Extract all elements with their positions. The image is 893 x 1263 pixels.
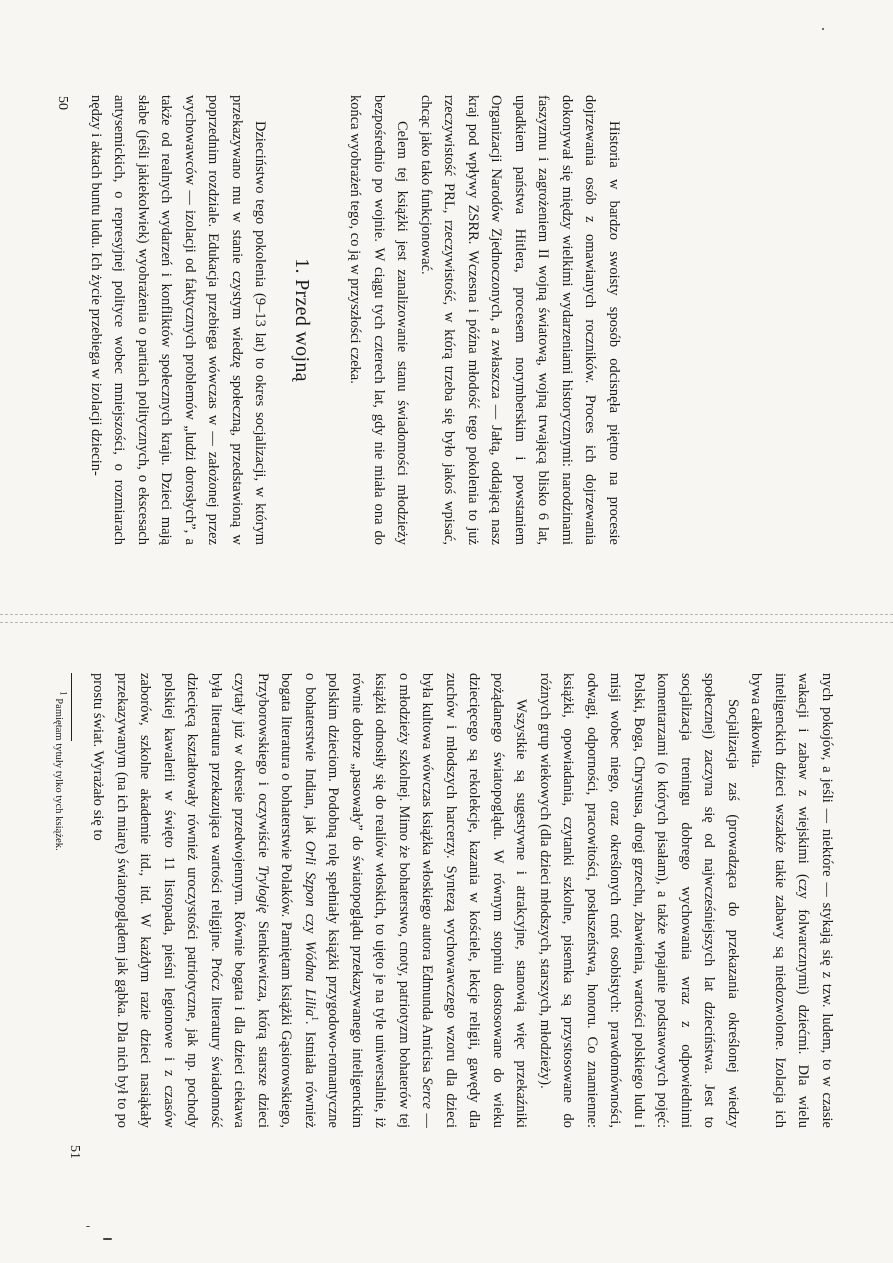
footnote-text: Pamiętam tytuły tylko tych książek. bbox=[53, 698, 64, 851]
book-title: Orli Szpon bbox=[302, 840, 318, 907]
paragraph-intro: Historia w bardzo swoisty sposób odcisnęła piętno na procesie dojrzewania osób z omawianych roczników. Proces ich dojrzewania dokonywał się między wielkimi wydarzeniami historycznymi: narodzinami faszyzmu i zagrożeniem II wojną światową, wojną trwającą blisko 6 lat, upadkiem państwa Hitlera, procesem norymberskim i powstaniem Organizacji Narodów Zjednoczonych, a zwłaszcza — Jałtą, oddającą nasz kraj pod wpływy ZSRR. Wczesna i późna młodość tego pokolenia to już rzeczywistość PRL, rzeczywistość, w którą trzeba się było jakoś wpisać, chcąc jako tako funkcjonować. bbox=[418, 95, 622, 545]
page-fold bbox=[0, 612, 893, 626]
text-run: Sienkiewicza, którą starsze dzieci czytały już w okresie przedwojennym. Równie bogata i dla dzieci ciekawa była literatura przekazująca wartości religijne. Prócz literatury świadomość dziecięcą kształtowały również uroczystości patriotyczne, jak np. pochody polskiej kawalerii w święto 11 listopada, pieśni legionowe i z czasów zaborów, szkolne akademie itd., itd. W każdym razie dzieci nasiąkały przekazywanym (na ich miarę) światopoglądem jak gąbka. Dla nich był to po prostu świat. Wyrażało się to bbox=[90, 673, 271, 1129]
footnote-divider bbox=[71, 673, 72, 741]
footnote bbox=[51, 673, 69, 1128]
paragraph-socialization: Socjalizacja zaś (prowadząca do przekazania określonej wiedzy społecznej) zaczyna się od najwcześniejszych lat dzieciństwa. Jest to socjalizacja treningu dobrego wychowania wraz z odpowiednimi komentarzami (o których pisałam), a także wpajanie podstawowych pojęć: Polski, Boga, Chrystusa, drogi grzechu, zbawienia, wartości polskiego ludu i misji wobec niego, oraz określonych cnót osobistych: prawdomówności, odwagi, odporności, pracowitości, posłuszeństwa, honoru. Co znamienne: książki, opowiadania, czytanki szkolne, pisemka są przystosowane do różnych grup wiekowych (dla dzieci młodszych, starszych, młodzieży). bbox=[537, 673, 741, 1128]
footnote-number: 1 bbox=[58, 691, 69, 696]
page-number-left: 50 bbox=[55, 96, 70, 110]
page-number-right: 51 bbox=[67, 1145, 82, 1159]
text-run: . Istniała również bogata literatura o bohaterstwie Polaków. Pamiętam książki Gąsiorowskiego, Przyborowskiego i oczywiście bbox=[255, 673, 318, 1129]
paragraph-childhood: Dzieciństwo tego pokolenia (9–13 lat) to okres socjalizacji, w którym przekazywano mu w stanie czystym wiedzę społeczną, przedstawioną w poprzednim rozdziale. Edukacja przebiega wówczas w — założonej przez wychowawców — izolacji od faktycznych problemów „ludzi dorosłych”, a także od realnych wydarzeń i konfliktów społecznych kraju. Dzieci mają słabe (jeśli jakiekolwiek) wyobrażenia o partiach politycznych, o ekscesach antysemickich, o represyjnej polityce wobec mniejszości, o rozmiarach nędzy i aktach buntu ludu. Ich życie przebiega w izolacji dziecin- bbox=[88, 95, 269, 545]
paragraph-goal: Celem tej książki jest zanalizowanie stanu świadomości młodzieży bezpośrednio po wojnie. W ciągu tych czterech lat, gdy nie miała ona do końca wyobrażeń tego, co ją w przyszłości czeka. bbox=[347, 95, 411, 545]
scan-speck bbox=[86, 1226, 90, 1227]
book-title: Wódna Lilia bbox=[302, 940, 318, 1017]
text-run: Wszystkie są sugestywne i atrakcyjne, stanowią więc przekaźniki pożądanego światopoglądu. W równym stopniu dostosowane do wieku dziecięcego są rekolekcje, kazania w kościele, lekcje religii, gawędy dla zuchów i młodszych harcerzy. Syntezą wychowawczego wzoru dla dzieci była kultowa wówczas książka włoskiego autora Edmunda Amicisa bbox=[419, 673, 530, 1128]
paragraph-literature bbox=[86, 673, 533, 1128]
left-page bbox=[85, 95, 625, 545]
section-heading: 1. Przed wojną bbox=[291, 258, 313, 382]
book-title: Serce bbox=[419, 1077, 436, 1109]
right-page bbox=[53, 673, 838, 1129]
scan-speck bbox=[103, 1238, 112, 1240]
text-run: — o młodzieży szkolnej. Mimo że bohaterstwo, cnoty, patriotyzm bohaterów tej książki odnosiły się do realiów włoskich, to ujęto je na tyle uniwersalnie, iż równie dobrze „pasowały” do światopoglądu przekazywanego inteligenckim polskim dzieciom. Podobną rolę spełniały książki przygodowo-romantyczne o bohaterstwie Indian, jak bbox=[302, 673, 436, 1128]
footnote-reference: 1 bbox=[309, 1016, 320, 1021]
text-run: czy bbox=[302, 906, 318, 941]
book-title: Trylogię bbox=[255, 865, 271, 914]
paragraph-continuation: nych pokojów, a jeśli — niektóre — stykają się z tzw. ludem, to w czasie wakacji i zabaw z wiejskimi (czy folwarcznymi) dziećmi. Dla wielu inteligenckich dzieci wszakże takie zabawy są niedozwolone. Izolacja ich bywa całkowita. bbox=[748, 673, 835, 1128]
scan-speck bbox=[822, 28, 824, 30]
